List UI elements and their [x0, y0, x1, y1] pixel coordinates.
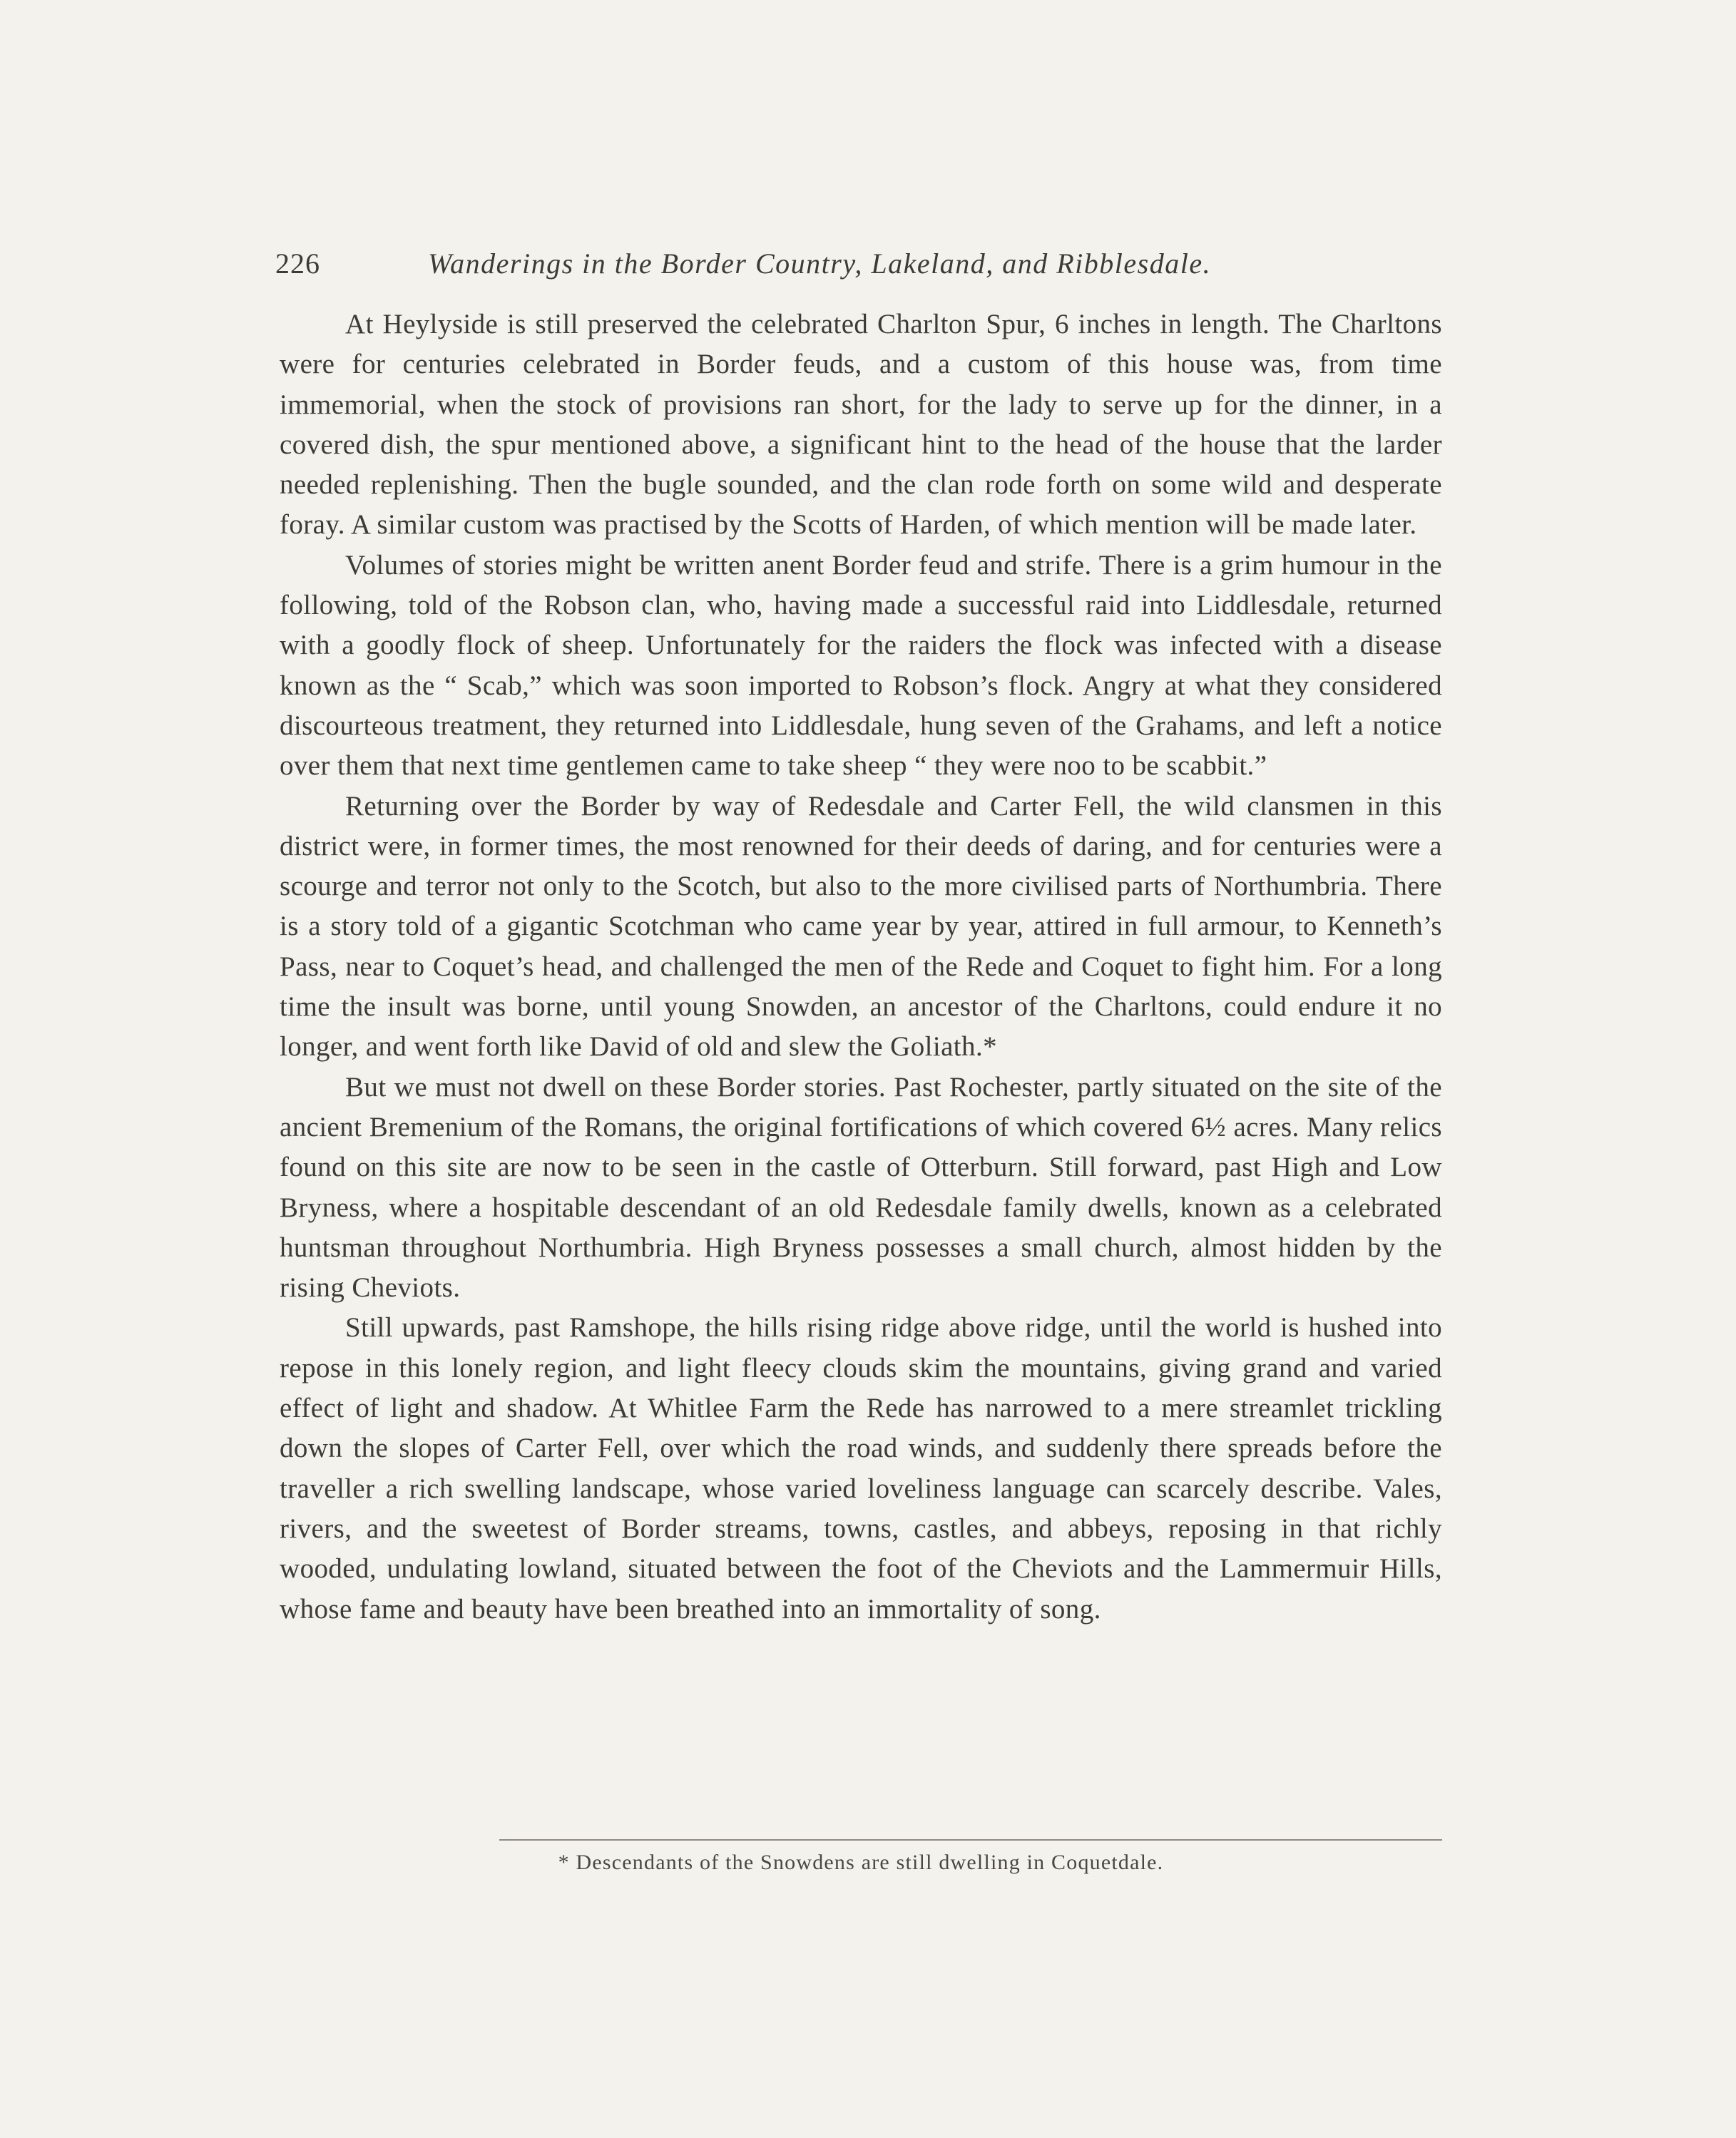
paragraph-rochester: But we must not dwell on these Border stories. Past Rochester, partly situated on the site of the ancient Bremenium of the Romans, the original fortifications of which covered 6½ acres. Many relics found on this site are now to be seen in the castle of Otterburn. Still forward, past High and Low Bryness, where a hospitable descendant of an old Redesdale family dwells, known as a celebrated huntsman throughout Northumbria. High Bryness possesses a small church, almost hidden by the rising Cheviots. [280, 1071, 1442, 1304]
page-header [275, 242, 1452, 285]
footnote-divider [499, 1839, 1442, 1841]
footnote: * Descendants of the Snowdens are still dwelling in Coquetdale. [558, 1851, 1164, 1874]
running-title: Wanderings in the Border Country, Lakeland, and Ribblesdale. [428, 247, 1212, 280]
paragraph-robson-clan: Volumes of stories might be written anent Border feud and strife. There is a grim humour in the following, told of the Robson clan, who, having made a successful raid into Liddlesdale, returned with a goodly flock of sheep. Unfortunately for the raiders the flock was infected with a disease known as the “ Scab,” which was soon imported to Robson’s flock. Angry at what they considered discourteous treatment, they returned into Liddlesdale, hung seven of the Grahams, and left a notice over them that next time gentlemen came to take sheep “ they were noo to be scabbit.” [280, 549, 1442, 782]
paragraph-redesdale: Returning over the Border by way of Redesdale and Carter Fell, the wild clansmen in this district were, in former times, the most renowned for their deeds of daring, and for centuries were a scourge and terror not only to the Scotch, but also to the more civilised parts of Northumbria. There is a story told of a gigantic Scotchman who came year by year, attired in full armour, to Kenneth’s Pass, near to Coquet’s head, and challenged the men of the Rede and Coquet to fight him. For a long time the insult was borne, until young Snowden, an ancestor of the Charltons, could endure it no longer, and went forth like David of old and slew the Goliath.* [280, 790, 1442, 1063]
page-number: 226 [275, 247, 320, 280]
paragraph-ramshope: Still upwards, past Ramshope, the hills rising ridge above ridge, until the world is hushed into repose in this lonely region, and light fleecy clouds skim the mountains, giving grand and varied effect of light and shadow. At Whitlee Farm the Rede has narrowed to a mere streamlet trickling down the slopes of Carter Fell, over which the road winds, and suddenly there spreads before the traveller a rich swelling landscape, whose varied loveliness language can scarcely describe. Vales, rivers, and the sweetest of Border streams, towns, castles, and abbeys, reposing in that richly wooded, undulating lowland, situated between the foot of the Cheviots and the Lammermuir Hills, whose fame and beauty have been breathed into an immortality of song. [280, 1312, 1442, 1625]
body-text [280, 305, 1442, 1630]
paragraph-heylyside-spur: At Heylyside is still preserved the celebrated Charlton Spur, 6 inches in length. The Charltons were for centuries celebrated in Border feuds, and a custom of this house was, from time immemorial, when the stock of provisions ran short, for the lady to serve up for the dinner, in a covered dish, the spur mentioned above, a significant hint to the head of the house that the larder needed replenishing. Then the bugle sounded, and the clan rode forth on some wild and desperate foray. A similar custom was practised by the Scotts of Harden, of which mention will be made later. [280, 309, 1442, 541]
